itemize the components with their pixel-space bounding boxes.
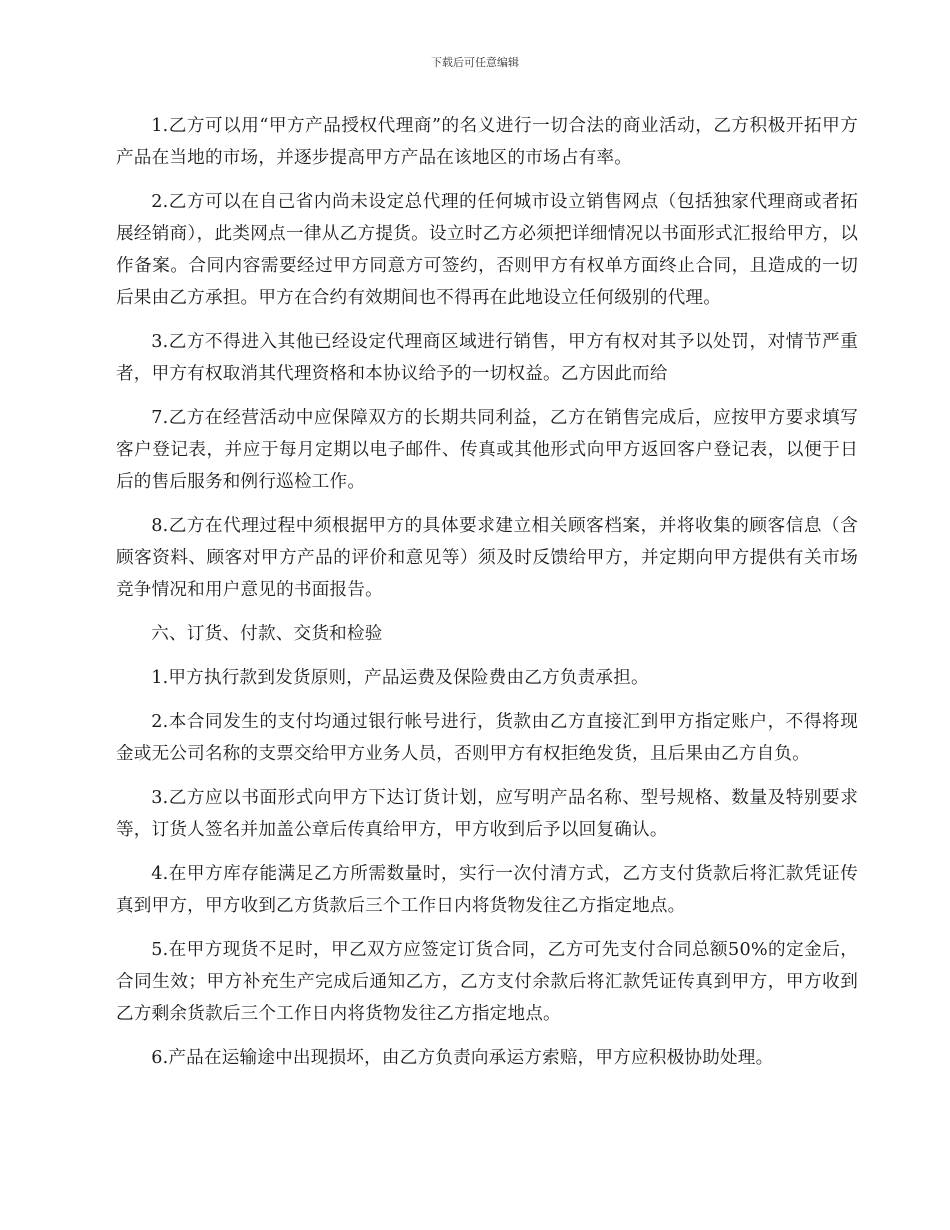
paragraph-clause-7: 7.乙方在经营活动中应保障双方的长期共同利益，乙方在销售完成后，应按甲方要求填写客户登记表，并应于每月定期以电子邮件、传真或其他形式向甲方返回客户登记表，以便于日后的售后服务和例行巡检工作。 bbox=[116, 408, 858, 492]
paragraph-ordering-2: 2.本合同发生的支付均通过银行帐号进行，货款由乙方直接汇到甲方指定账户，不得将现金或无公司名称的支票交给甲方业务人员，否则甲方有权拒绝发货，且后果由乙方自负。 bbox=[116, 712, 858, 764]
paragraph-ordering-5: 5.在甲方现货不足时，甲乙双方应签定订货合同，乙方可先支付合同总额50%的定金后，合同生效；甲方补充生产完成后通知乙方，乙方支付余款后将汇款凭证传真到甲方，甲方收到乙方剩余货款后三个工作日内将货物发往乙方指定地点。 bbox=[116, 940, 858, 1024]
section-heading-ordering: 六、订货、付款、交货和检验 bbox=[151, 624, 383, 644]
paragraph-ordering-4: 4.在甲方库存能满足乙方所需数量时，实行一次付清方式，乙方支付货款后将汇款凭证传真到甲方，甲方收到乙方货款后三个工作日内将货物发往乙方指定地点。 bbox=[116, 864, 858, 916]
paragraph-clause-2: 2.乙方可以在自己省内尚未设定总代理的任何城市设立销售网点（包括独家代理商或者拓展经销商），此类网点一律从乙方提货。设立时乙方必须把详细情况以书面形式汇报给甲方，以作备案。合同内容需要经过甲方同意方可签约，否则甲方有权单方面终止合同，且造成的一切后果由乙方承担。甲方在合约有效期间也不得再在此地设立任何级别的代理。 bbox=[116, 192, 858, 308]
paragraph-ordering-1: 1.甲方执行款到发货原则，产品运费及保险费由乙方负责承担。 bbox=[151, 668, 649, 688]
document-body bbox=[116, 110, 858, 1086]
paragraph-ordering-6: 6.产品在运输途中出现损坏，由乙方负责向承运方索赔，甲方应积极协助处理。 bbox=[151, 1048, 774, 1068]
paragraph-clause-8: 8.乙方在代理过程中须根据甲方的具体要求建立相关顾客档案，并将收集的顾客信息（含顾客资料、顾客对甲方产品的评价和意见等）须及时反馈给甲方，并定期向甲方提供有关市场竞争情况和用户意见的书面报告。 bbox=[116, 516, 858, 600]
paragraph-clause-1: 1.乙方可以用“甲方产品授权代理商”的名义进行一切合法的商业活动，乙方积极开拓甲方产品在当地的市场，并逐步提高甲方产品在该地区的市场占有率。 bbox=[116, 116, 858, 168]
paragraph-clause-3: 3.乙方不得进入其他已经设定代理商区域进行销售，甲方有权对其予以处罚，对情节严重者，甲方有权取消其代理资格和本协议给予的一切权益。乙方因此而给 bbox=[116, 332, 858, 384]
page-header: 下载后可任意编辑 bbox=[431, 56, 519, 69]
paragraph-ordering-3: 3.乙方应以书面形式向甲方下达订货计划，应写明产品名称、型号规格、数量及特别要求等，订货人签名并加盖公章后传真给甲方，甲方收到后予以回复确认。 bbox=[116, 788, 858, 840]
